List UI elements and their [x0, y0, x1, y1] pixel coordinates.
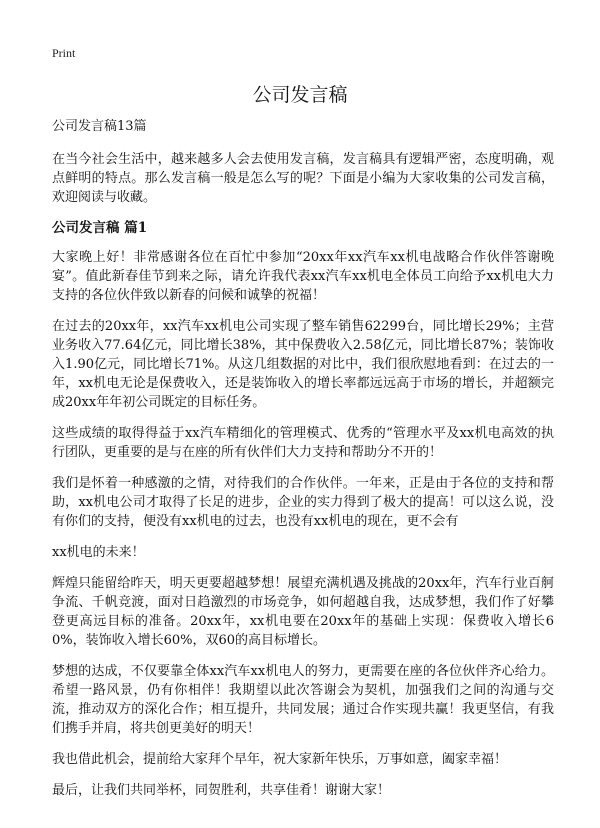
print-label: Print	[52, 46, 76, 60]
page-title: 公司发言稿	[252, 84, 348, 106]
section-heading: 公司发言稿 篇1	[52, 220, 148, 236]
document-body	[52, 118, 554, 812]
paragraph-cooperation: 梦想的达成，不仅要靠全体xx汽车xx机电人的努力，更需要在座的各位伙伴齐心给力。希望一路风景，仍有你相伴！我期望以此次答谢会为契机，加强我们之间的沟通与交流，推动双方的深化合作；相互提升，共同发展；通过合作实现共赢！我更坚信，有我们携手并肩，将共创更美好的明天！	[52, 664, 554, 736]
paragraph-new-year-wishes: 我也借此机会，提前给大家拜个早年，祝大家新年快乐，万事如意，阖家幸福！	[52, 752, 508, 767]
paragraph-goals: 辉煌只能留给昨天，明天更要超越梦想！展望充满机遇及挑战的20xx年，汽车行业百舸争流、千帆竞渡，面对日趋激烈的市场竞争，如何超越自我，达成梦想，我们作了好攀登更高远目标的准备。20xx年，xx机电要在20xx年的基础上实现：保费收入增长60%，装饰收入增长60%，双60的高目标增长。	[52, 576, 554, 648]
paragraph-greeting: 大家晚上好！非常感谢各位在百忙中参加“20xx年xx汽车xx机电战略合作伙伴答谢晚宴”。值此新春佳节到来之际，请允许我代表xx汽车xx机电全体员工向给予xx机电大力支持的各位伙伴致以新春的问候和诚挚的祝福！	[52, 250, 554, 303]
document-subtitle: 公司发言稿13篇	[52, 119, 147, 134]
paragraph-closing: 最后，让我们共同举杯，同贺胜利，共享佳肴！谢谢大家！	[52, 783, 391, 798]
paragraph-future: xx机电的未来！	[52, 545, 145, 560]
paragraph-results: 在过去的20xx年，xx汽车xx机电公司实现了整车销售62299台，同比增长29%；主营业务收入77.64亿元，同比增长38%，其中保费收入2.58亿元，同比增长87%；装饰收入1.90亿元，同比增长71%。从这几组数据的对比中，我们很欣慰地看到：在过去的一年，xx机电无论是保费收入，还是装饰收入的增长率都远远高于市场的增长，并超额完成20xx年年初公司既定的目标任务。	[52, 319, 554, 410]
paragraph-gratitude: 我们是怀着一种感激的之情，对待我们的合作伙伴。一年来，正是由于各位的支持和帮助，xx机电公司才取得了长足的进步，企业的实力得到了极大的提高！可以这么说，没有你们的支持，便没有xx机电的过去，也没有xx机电的现在，更不会有	[52, 476, 554, 529]
intro-paragraph: 在当今社会生活中，越来越多人会去使用发言稿，发言稿具有逻辑严密，态度明确，观点鲜明的特点。那么发言稿一般是怎么写的呢？下面是小编为大家收集的公司发言稿，欢迎阅读与收藏。	[52, 152, 554, 205]
paragraph-achievements: 这些成绩的取得得益于xx汽车精细化的管理模式、优秀的“管理水平及xx机电高效的执行团队，更重要的是与在座的所有伙伴们大力支持和帮助分不开的！	[52, 426, 554, 460]
